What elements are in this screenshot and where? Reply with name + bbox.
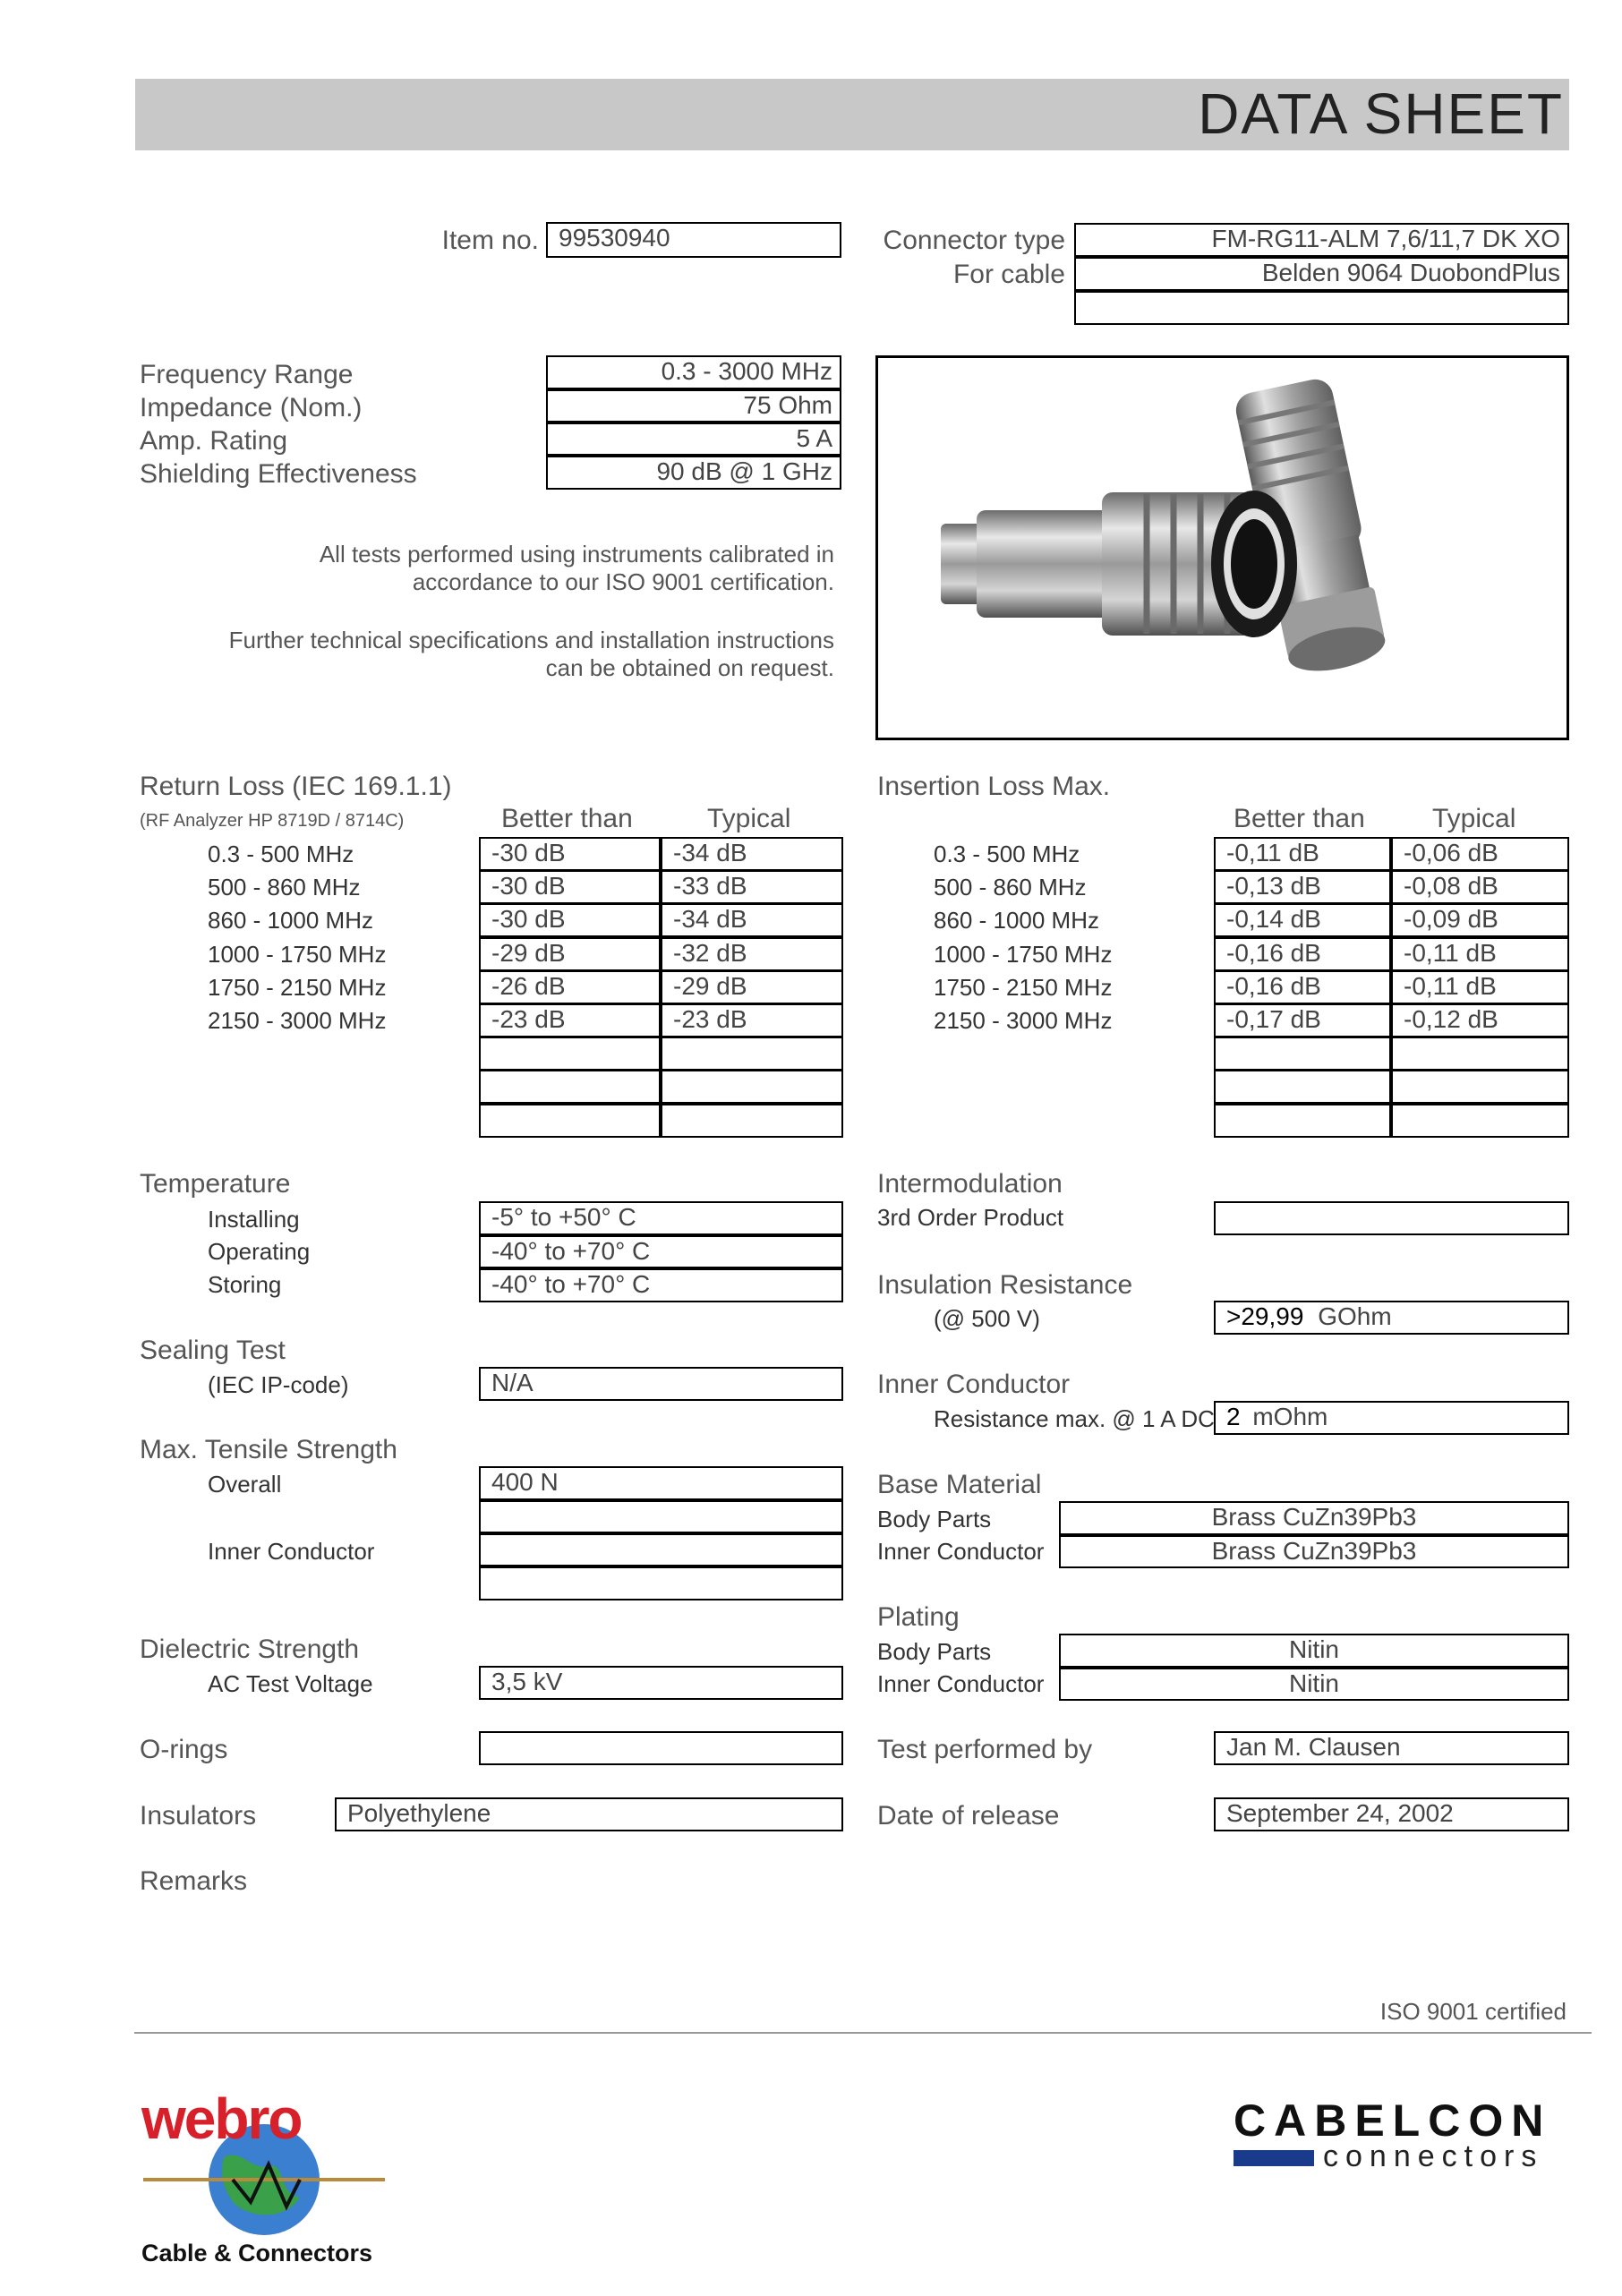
return_loss-freq-5: 2150 - 3000 MHz <box>208 1007 387 1034</box>
webro-logo <box>134 2087 394 2274</box>
inner-conductor-unit: mOhm <box>1252 1403 1328 1430</box>
storing-value: -40° to +70° C <box>479 1268 843 1302</box>
orings-title: O-rings <box>140 1735 228 1764</box>
insertion-loss-title: Insertion Loss Max. <box>877 772 1111 801</box>
return_loss-better-1: -30 dB <box>479 870 661 904</box>
item-number-field: 99530940 <box>546 222 841 258</box>
insertion_loss-typical-3: -0,11 dB <box>1391 937 1569 971</box>
base-body-label: Body Parts <box>877 1506 992 1532</box>
connector-image <box>878 358 1567 738</box>
inner-conductor-sub: Resistance max. @ 1 A DC <box>934 1405 1215 1432</box>
base-material-title: Base Material <box>877 1470 1042 1499</box>
cabelcon-logo <box>1234 2095 1592 2193</box>
cabelcon-bar <box>1234 2150 1314 2166</box>
base-inner-value: Brass CuZn39Pb3 <box>1059 1535 1569 1568</box>
insertion_loss-freq-5: 2150 - 3000 MHz <box>934 1007 1113 1034</box>
insertion_loss-typical-7 <box>1391 1070 1569 1104</box>
operating-value: -40° to +70° C <box>479 1235 843 1268</box>
cabelcon-sub: connectors <box>1323 2139 1544 2173</box>
sealing-value: N/A <box>479 1367 843 1401</box>
sealing-sub: (IEC IP-code) <box>208 1371 349 1398</box>
temperature-title: Temperature <box>140 1169 291 1199</box>
tensile-blank-2 <box>479 1566 843 1600</box>
insertion_loss-typical-5: -0,12 dB <box>1391 1003 1569 1037</box>
impedance-label: Impedance (Nom.) <box>140 393 363 422</box>
connector-extra-field <box>1074 291 1569 325</box>
insulators-value: Polyethylene <box>335 1797 843 1831</box>
inner-conductor-title: Inner Conductor <box>877 1370 1071 1399</box>
return_loss-better-5: -23 dB <box>479 1003 661 1037</box>
return_loss-better-4: -26 dB <box>479 970 661 1004</box>
insertion_loss-typical-4: -0,11 dB <box>1391 970 1569 1004</box>
tensile-inner-label: Inner Conductor <box>208 1538 375 1565</box>
insertion_loss-freq-2: 860 - 1000 MHz <box>934 907 1099 934</box>
frequency-range-label: Frequency Range <box>140 360 354 389</box>
tensile-overall-label: Overall <box>208 1471 282 1498</box>
for-cable-field: Belden 9064 DuobondPlus <box>1074 257 1569 291</box>
insertion_loss-typical-6 <box>1391 1037 1569 1071</box>
orings-value <box>479 1731 843 1765</box>
insertion_loss-typical-0: -0,06 dB <box>1391 837 1569 871</box>
request-note: Further technical specifications and installation instructions can be obtained on request. <box>228 627 834 681</box>
item-label: Item no. <box>441 226 539 255</box>
insulation-title: Insulation Resistance <box>877 1270 1133 1300</box>
return_loss-better-0: -30 dB <box>479 837 661 871</box>
plating-body-value: Nitin <box>1059 1634 1569 1668</box>
return_loss-better-6 <box>479 1037 661 1071</box>
frequency-range-value: 0.3 - 3000 MHz <box>546 355 841 389</box>
insertion_loss-freq-3: 1000 - 1750 MHz <box>934 941 1113 968</box>
insertion_loss-typical-1: -0,08 dB <box>1391 870 1569 904</box>
product-photo <box>875 355 1569 740</box>
return_loss-typical-0: -34 dB <box>661 837 843 871</box>
impedance-value: 75 Ohm <box>546 389 841 422</box>
plating-inner-value: Nitin <box>1059 1668 1569 1701</box>
header-bar <box>135 79 1569 150</box>
insertion_loss-better-6 <box>1214 1037 1391 1071</box>
base-inner-label: Inner Conductor <box>877 1538 1045 1565</box>
connector-type-field: FM-RG11-ALM 7,6/11,7 DK XO <box>1074 223 1569 257</box>
insertion_loss-better-8 <box>1214 1104 1391 1138</box>
iso-certified: ISO 9001 certified <box>1379 1998 1567 2025</box>
insertion_loss-better-7 <box>1214 1070 1391 1104</box>
plating-body-label: Body Parts <box>877 1638 992 1665</box>
cabelcon-wordmark: CABELCON <box>1234 2095 1552 2146</box>
insertion_loss-better-5: -0,17 dB <box>1214 1003 1391 1037</box>
tensile-title: Max. Tensile Strength <box>140 1435 397 1464</box>
webro-tagline: Cable & Connectors <box>141 2240 373 2266</box>
insulators-title: Insulators <box>140 1801 257 1831</box>
dielectric-title: Dielectric Strength <box>140 1635 360 1664</box>
insulation-value-field <box>1214 1301 1569 1335</box>
calibration-note: All tests performed using instruments calibrated in accordance to our ISO 9001 certification. <box>319 541 834 595</box>
return_loss-typical-2: -34 dB <box>661 903 843 937</box>
insertion_loss-better-2: -0,14 dB <box>1214 903 1391 937</box>
return_loss-better-8 <box>479 1104 661 1138</box>
tensile-overall-value: 400 N <box>479 1466 843 1500</box>
plating-title: Plating <box>877 1602 960 1632</box>
insertion_loss-better-4: -0,16 dB <box>1214 970 1391 1004</box>
page-title: DATA SHEET <box>1198 81 1564 146</box>
plating-inner-label: Inner Conductor <box>877 1670 1045 1697</box>
inner-conductor-value: 2 <box>1226 1403 1241 1430</box>
release-title: Date of release <box>877 1801 1060 1831</box>
insertion_loss-freq-0: 0.3 - 500 MHz <box>934 841 1080 867</box>
return_loss-typical-3: -32 dB <box>661 937 843 971</box>
insertion_loss-better-1: -0,13 dB <box>1214 870 1391 904</box>
return_loss-typical-7 <box>661 1070 843 1104</box>
return_loss-better-3: -29 dB <box>479 937 661 971</box>
webro-wordmark: webro <box>141 2087 302 2151</box>
sealing-title: Sealing Test <box>140 1336 286 1365</box>
tested-by-value: Jan M. Clausen <box>1214 1731 1569 1765</box>
return_loss-typical-6 <box>661 1037 843 1071</box>
for-cable-label: For cable <box>952 260 1065 289</box>
amp-rating-value: 5 A <box>546 422 841 456</box>
tensile-blank-1 <box>479 1500 843 1533</box>
insertion_loss-typical-8 <box>1391 1104 1569 1138</box>
return_loss-freq-1: 500 - 860 MHz <box>208 874 361 900</box>
connector-type-label: Connector type <box>883 226 1065 255</box>
return-loss-col-typical: Typical <box>707 804 791 833</box>
intermod-sub: 3rd Order Product <box>877 1204 1064 1231</box>
dielectric-value: 3,5 kV <box>479 1666 843 1700</box>
insulation-unit: GOhm <box>1318 1302 1392 1330</box>
base-body-value: Brass CuZn39Pb3 <box>1059 1501 1569 1535</box>
insertion_loss-freq-1: 500 - 860 MHz <box>934 874 1087 900</box>
inner-conductor-value-field <box>1214 1401 1569 1435</box>
intermod-title: Intermodulation <box>877 1169 1063 1199</box>
intermod-value <box>1214 1201 1569 1235</box>
return-loss-col-better: Better than <box>501 804 633 833</box>
return_loss-better-7 <box>479 1070 661 1104</box>
return_loss-typical-1: -33 dB <box>661 870 843 904</box>
remarks-title: Remarks <box>140 1866 248 1896</box>
return_loss-freq-2: 860 - 1000 MHz <box>208 907 373 934</box>
storing-label: Storing <box>208 1271 282 1298</box>
insertion_loss-freq-4: 1750 - 2150 MHz <box>934 974 1113 1001</box>
release-value: September 24, 2002 <box>1214 1797 1569 1831</box>
return_loss-typical-8 <box>661 1104 843 1138</box>
insulation-value: >29,99 <box>1226 1302 1304 1330</box>
return_loss-typical-5: -23 dB <box>661 1003 843 1037</box>
operating-label: Operating <box>208 1238 311 1265</box>
insertion_loss-typical-2: -0,09 dB <box>1391 903 1569 937</box>
shielding-value: 90 dB @ 1 GHz <box>546 456 841 490</box>
footer-divider <box>134 2032 1592 2034</box>
return_loss-freq-0: 0.3 - 500 MHz <box>208 841 354 867</box>
installing-label: Installing <box>208 1206 300 1233</box>
insertion-loss-col-better: Better than <box>1234 804 1365 833</box>
return_loss-freq-3: 1000 - 1750 MHz <box>208 941 387 968</box>
tensile-inner-value <box>479 1533 843 1566</box>
return_loss-freq-4: 1750 - 2150 MHz <box>208 974 387 1001</box>
tested-by-title: Test performed by <box>877 1735 1093 1764</box>
insulation-sub: (@ 500 V) <box>934 1305 1040 1332</box>
return-loss-subtitle: (RF Analyzer HP 8719D / 8714C) <box>140 811 405 831</box>
dielectric-sub: AC Test Voltage <box>208 1670 373 1697</box>
shielding-label: Shielding Effectiveness <box>140 459 417 489</box>
amp-rating-label: Amp. Rating <box>140 426 288 456</box>
return_loss-typical-4: -29 dB <box>661 970 843 1004</box>
installing-value: -5° to +50° C <box>479 1201 843 1235</box>
return_loss-better-2: -30 dB <box>479 903 661 937</box>
insertion_loss-better-3: -0,16 dB <box>1214 937 1391 971</box>
insertion_loss-better-0: -0,11 dB <box>1214 837 1391 871</box>
insertion-loss-col-typical: Typical <box>1432 804 1516 833</box>
return-loss-title: Return Loss (IEC 169.1.1) <box>140 772 452 801</box>
